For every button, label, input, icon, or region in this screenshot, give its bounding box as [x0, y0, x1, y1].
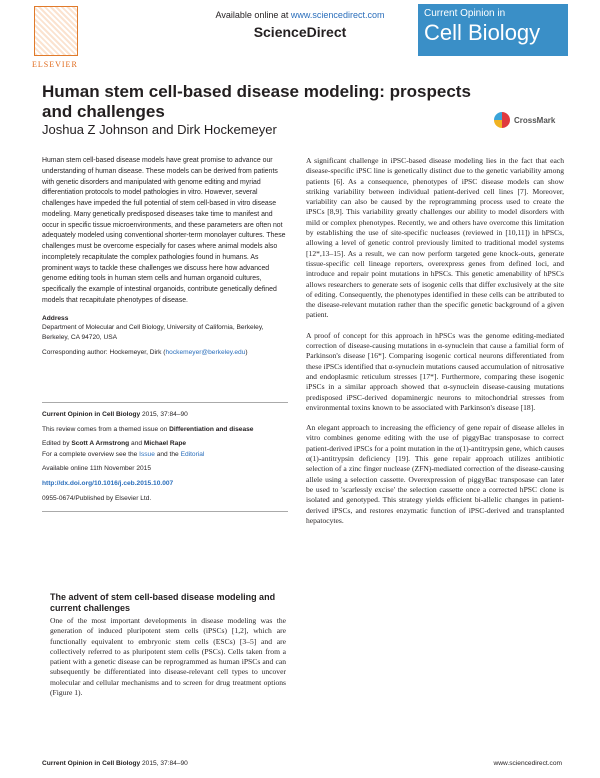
sciencedirect-wordmark: ScienceDirect [253, 24, 347, 40]
elsevier-tree-logo [34, 6, 78, 56]
journal-reference-name: Current Opinion in Cell Biology [42, 411, 141, 418]
journal-banner-small: Current Opinion in [424, 8, 506, 19]
address-block [42, 314, 288, 343]
editor-2: Michael Rape [143, 440, 187, 448]
themed-topic: Differentiation and disease [169, 425, 254, 433]
article-title: Human stem cell-based disease modeling: prospects and challenges [42, 82, 471, 121]
journal-banner [418, 4, 568, 56]
article-authors: Joshua Z Johnson and Dirk Hockemeyer [42, 122, 277, 137]
crossmark-label: CrossMark [514, 115, 556, 125]
abstract: Human stem cell-based disease models have great promise to advance our understanding of human disease. These models can be derived from patients with genetic disorders and manipulated with genome editing and myriad differentiation protocols to model pathologies in vitro. However, several challenges have impeded the full potential of stem cell-based in vitro disease modeling. Many genetically predisposed diseases take time to manifest and occur in specific tissue microenvironments, and these parameters are often not adequately modeled using conventional shorter-term monolayer cultures. These challenges must be overcome especially for cases where animal models also incompletely recapitulate the complex pathologies found in humans. As prominent ways to tackle these challenges we discuss here how advanced genome editing tools in human stem cells and human organoid cultures, specifically the example of intestinal organoids, contribute genetically defined models that recapitulate phenotypes of disease. [42, 157, 286, 304]
journal-reference [42, 410, 288, 421]
corresponding-prefix: Corresponding author: Hockemeyer, Dirk ( [42, 349, 166, 356]
right-column [306, 156, 564, 526]
author-email-link[interactable]: hockemeyer@berkeley.edu [165, 349, 246, 356]
crossmark-badge[interactable] [494, 108, 572, 132]
editor-1: Scott A Armstrong [71, 440, 130, 448]
available-prefix: Available online at [215, 10, 291, 20]
article-info-box [42, 402, 288, 512]
overview-and: and the [154, 450, 181, 458]
section-heading: The advent of stem cell-based disease modeling and current challenges [50, 592, 276, 613]
sciencedirect-link[interactable]: www.sciencedirect.com [290, 10, 385, 20]
body-paragraph: A significant challenge in iPSC-based disease modeling lies in the fact that each disease-specific iPSC line is genetically distinct due to the genetic variability among patients [6]. As a consequence, phenotypes of iPSC disease models can show striking variability between individual patient-derived cell lines [7]. Moreover, variability can also be caused by the reprogramming process used to create the iPSCs [8,9]. This variability greatly challenges our ability to model disorders with mild or complex phenotypes. Recently, we and others have overcome this limitation by establishing the use of site-specific nucleases (reviewed in [10,11]) in hPSCs, allowing a level of genetic control previously limited to traditional model systems [12*,13–15]. As a result, we can now perform targeted gene knock-outs, generate tissue-specific cell lineage reporters, overexpress genes from defined loci, and introduce and repair point mutations in hPSCs. This genetic amenability of hPSCs allows researchers to generate sets of isogenic cells that differ exclusively at the site of editing. Consequently, the phenotypes identified in these cells can be attributed to the disease-relevant mutation rather than the specific genetic background of a given patient. [306, 156, 564, 320]
issn-line: 0955-0674/Published by Elsevier Ltd. [42, 494, 152, 502]
edited-by [42, 439, 288, 450]
editorial-link[interactable]: Editorial [180, 450, 205, 458]
themed-issue [42, 425, 288, 436]
journal-banner-big: Cell Biology [424, 20, 541, 45]
themed-prefix: This review comes from a themed issue on [42, 425, 170, 433]
issue-link[interactable]: Issue [139, 450, 155, 458]
footer-journal-ref: 2015, 37:84–90 [140, 760, 188, 767]
section-body: One of the most important developments in disease modeling was the generation of induced pluripotent stem cells (iPSCs) [1,2], which are functionally equivalent to embryonic stem cells (ESCs) [3–5] and are collectively referred to as pluripotent stem cells (PSCs). Cells taken from a patient with a genetic disease can be reprogrammed as human iPSCs and can subsequently be differentiated into disease-relevant cell types to uncover molecular and cellular mechanisms and to screen for drug treatment options (Figure 1). [50, 616, 286, 698]
available-date: Available online 11th November 2015 [42, 465, 151, 473]
publisher-name: ELSEVIER [32, 60, 78, 69]
editors-and: and [129, 440, 144, 448]
crossmark-icon [494, 112, 510, 128]
journal-reference-rest: 2015, 37:84–90 [140, 411, 188, 418]
edited-prefix: Edited by [42, 440, 72, 448]
footer-journal [42, 760, 188, 767]
corresponding-author [42, 348, 288, 358]
corresponding-suffix: ) [245, 349, 248, 356]
body-paragraph: An elegant approach to increasing the efficiency of gene repair of disease alleles in vitro combines genome editing with the use of piggyBac transposase to correct patient-derived iPSCs for a point mutation in the α(1)-antitrypsin gene, which causes α(1)-antitrypsin deficiency [19]. This gene repair approach utilizes antibiotic selection of a zinc finger nuclease (ZFN)-mediated correction of the disease-causing allele using a selection cassette. Overexpression of piggyBac transposase can later be used to 'scarlessly excise' the selection cassette once a corrected hPSC clone is isolated and genotyped. This strategy yields efficient bi-allelic changes in patient-derived iPSCs, and restores enzymatic function of iPSC-derived and transplanted hepatocytes. [306, 423, 564, 525]
footer-site[interactable]: www.sciencedirect.com [493, 760, 562, 767]
overview-line [42, 450, 288, 461]
address-text: Department of Molecular and Cell Biology, University of California, Berkeley, Berkeley, CA 94720, USA [42, 324, 264, 341]
overview-prefix: For a complete overview see the [42, 450, 140, 458]
address-heading: Address [42, 314, 69, 322]
body-paragraph: A proof of concept for this approach in hPSCs was the genome editing-mediated correction of disease-causing mutations in α-synuclein that cause a familial form of Parkinson's disease [16*]. Comparing isogenic cortical neurons differentiated from these iPSCs identified that α-synuclein mutations caused accumulation of nitrosative and endoplasmic reticulum stresses [17*]. Furthermore, comparing these isogenic iPSCs in a similar approach showed that α-synuclein disease-causing mutations predisposed iPSC-derived dopaminergic neurons to mitochondrial stresses from environmental toxins known to be associated with Parkinson's disease [18]. [306, 330, 564, 412]
doi-link[interactable]: http://dx.doi.org/10.1016/j.ceb.2015.10.007 [42, 479, 174, 487]
front-matter [42, 156, 288, 358]
available-online-line [170, 10, 430, 20]
footer-journal-name: Current Opinion in Cell Biology [42, 760, 141, 767]
